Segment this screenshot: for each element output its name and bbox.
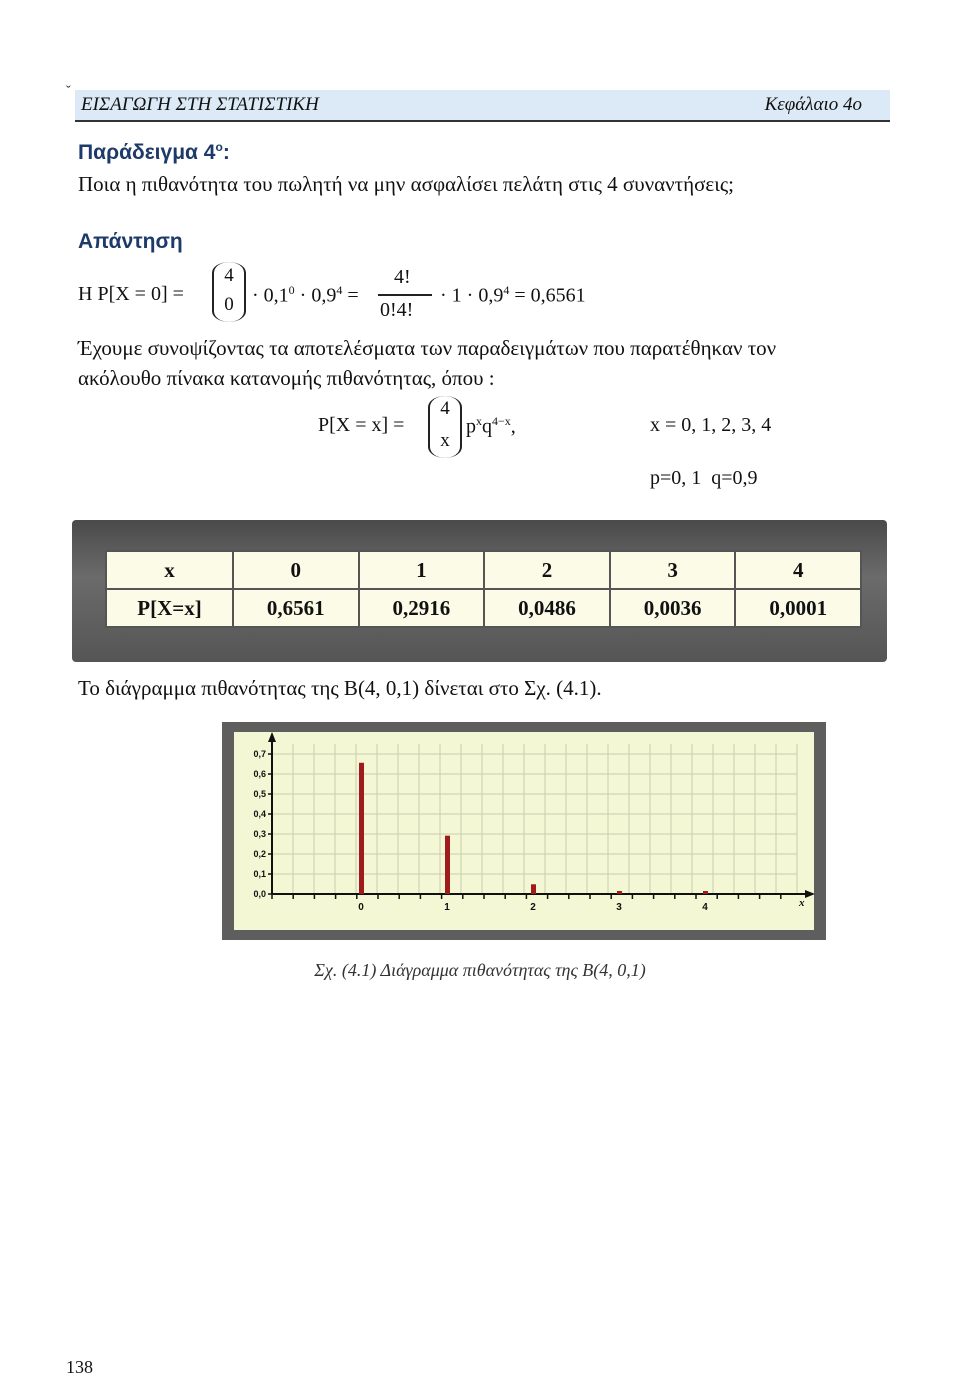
table-row-x [106,551,861,589]
chart-bar-4 [703,891,708,894]
formula-q-sup: 4−x [492,414,511,428]
table-cell-x-3: 3 [610,551,736,589]
chart-y-tick-label: 0,3 [253,829,266,839]
table-cell-x-4: 4 [735,551,861,589]
chart-y-tick-label: 0,1 [253,869,266,879]
chart-bar-1 [445,836,450,894]
figure-caption: Σχ. (4.1) Διάγραμμα πιθανότητας της Β(4, 0,1) [314,960,646,980]
eq-term-b-sup: 4 [336,283,343,297]
chart-bar-2 [531,884,536,894]
chart-x-tick-label: 0 [358,902,364,913]
formula-comma: , [510,415,516,438]
table-cell-x-2: 2 [484,551,610,589]
table-row-probability [106,589,861,627]
eq-tail: · 1 · 0,9 [440,284,504,307]
binom-top: 4 [224,265,234,286]
margin-mark: ˇ [66,84,71,99]
summary-line-1: Έχουμε συνοψίζοντας τα αποτελέσματα των παραδειγμάτων που παρατέθηκαν τον [78,336,777,360]
formula-lhs: P[X = x] = [318,414,405,436]
formula-rhs [466,414,516,439]
running-header [75,90,890,122]
chart-y-tick-label: 0,5 [253,789,266,799]
fraction-denominator: 0!4! [380,299,414,321]
equation-tail [440,283,586,308]
chart-x-tick-label: 1 [444,902,450,913]
eq-tail-sup: 4 [503,283,510,297]
table-cell-x-0: 0 [233,551,359,589]
answer-heading: Απάντηση [78,230,183,253]
formula-binom-bottom: x [440,430,450,451]
chart-y-tick-label: 0,0 [253,889,266,899]
summary-line-2: ακόλουθο πίνακα κατανομής πιθανότητας, όπου : [78,366,495,390]
eq-term-a-sup: 0 [288,283,295,297]
page-number: 138 [66,1357,93,1377]
binomial-coefficient-4-0 [212,262,246,322]
formula-binom-top: 4 [440,398,450,419]
formula-p-sup: x [476,414,482,428]
fraction-numerator: 4! [394,266,411,288]
binom-bottom: 0 [224,294,234,315]
chart-y-tick-label: 0,2 [253,849,266,859]
table-cell-x-1: 1 [359,551,485,589]
example-question: Ποια η πιθανότητα του πωλητή να μην ασφαλίσει πελάτη στις 4 συναντήσεις; [78,172,735,196]
chart-y-tick-label: 0,6 [253,769,266,779]
example-title-sup: ο [215,140,223,154]
eq-term-b: · 0,9 [294,284,337,307]
formula-parameters: p=0, 1 q=0,9 [650,467,758,489]
header-chapter: Κεφάλαιο 4ο [764,94,862,115]
table-row-label-p: P[X=x] [106,589,233,627]
eq-equals: = [342,284,359,307]
table-row-label-x: x [106,551,233,589]
table-cell-p-4: 0,0001 [735,589,861,627]
eq-result: = 0,6561 [509,284,586,307]
table-cell-p-0: 0,6561 [233,589,359,627]
probability-chart [222,722,826,940]
chart-y-tick-label: 0,4 [253,809,266,819]
equation-prefix: Η P[X = 0] = [78,283,184,305]
distribution-table [105,550,862,628]
table-cell-p-1: 0,2916 [359,589,485,627]
chart-intro: Το διάγραμμα πιθανότητας της Β(4, 0,1) δίνεται στο Σχ. (4.1). [78,676,602,700]
chart-x-tick-label: 2 [530,902,536,913]
binomial-coefficient-4-x [428,396,462,458]
eq-term-a: · 0,1 [252,284,289,307]
chart-bar-3 [617,891,622,894]
chart-bar-0 [359,763,364,894]
formula-p: p [466,415,476,438]
chart-x-tick-label: 3 [616,902,622,913]
chart-y-tick-label: 0,7 [253,749,266,759]
fraction-bar [378,294,432,296]
table-cell-p-3: 0,0036 [610,589,736,627]
header-book-title: ΕΙΣΑΓΩΓΗ ΣΤΗ ΣΤΑΤΙΣΤΙΚΗ [81,94,319,115]
table-cell-p-2: 0,0486 [484,589,610,627]
example-title-text: Παράδειγμα 4 [78,141,216,164]
chart-x-tick-label: 4 [702,902,708,913]
formula-q: q [482,415,492,438]
equation-middle [252,283,359,308]
example-title [78,140,230,165]
formula-x-values: x = 0, 1, 2, 3, 4 [650,414,772,436]
example-title-colon: : [222,141,230,164]
chart-x-axis-label: x [799,897,805,909]
